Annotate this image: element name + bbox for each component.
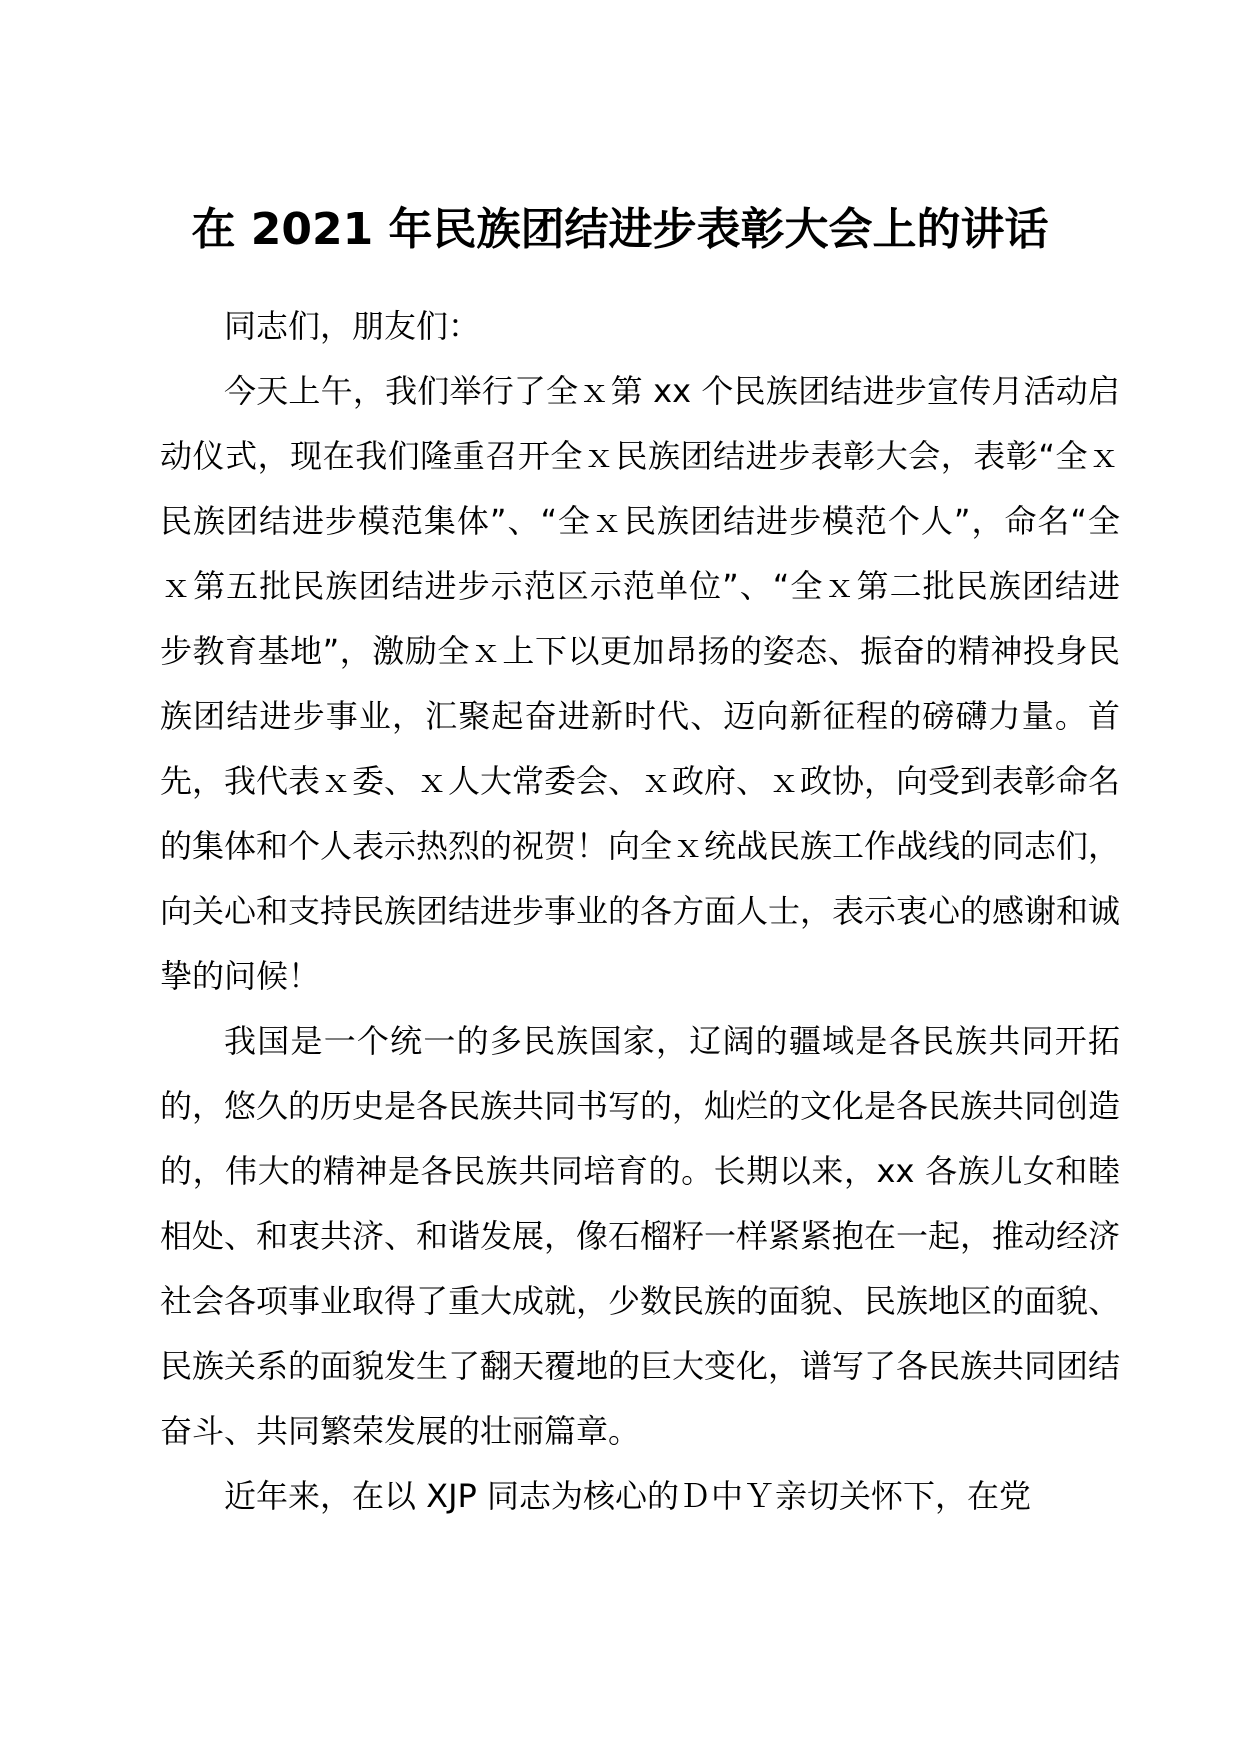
paragraph-history: 我国是一个统一的多民族国家，辽阔的疆域是各民族共同开拓的，悠久的历史是各民族共同书写的，灿烂的文化是各民族共同创造的，伟大的精神是各民族共同培育的。长期以来，xx 各族儿女和睦相处、和衷共济、和谐发展，像石榴籽一样紧紧抱在一起，推动经济社会各项事业取得了重大成就，少数民族的面貌、民族地区的面貌、民族关系的面貌发生了翻天覆地的巨大变化，谱写了各民族共同团结奋斗、共同繁荣发展的壮丽篇章。 [160, 1022, 1121, 1450]
paragraph-greeting: 同志们，朋友们： [224, 307, 481, 345]
paragraph-opening: 今天上午，我们举行了全ｘ第 xx 个民族团结进步宣传月活动启动仪式，现在我们隆重召开全ｘ民族团结进步表彰大会，表彰“全ｘ民族团结进步模范集体”、“全ｘ民族团结进步模范个人”，命名“全ｘ第五批民族团结进步示范区示范单位”、“全ｘ第二批民族团结进步教育基地”，激励全ｘ上下以更加昂扬的姿态、振奋的精神投身民族团结进步事业，汇聚起奋进新时代、迈向新征程的磅礴力量。首先，我代表ｘ委、ｘ人大常委会、ｘ政府、ｘ政协，向受到表彰命名的集体和个人表示热烈的祝贺！向全ｘ统战民族工作战线的同志们，向关心和支持民族团结进步事业的各方面人士，表示衷心的感谢和诚挚的问候！ [160, 372, 1121, 995]
paragraph-recent-years: 近年来，在以 XJP 同志为核心的Ｄ中Ｙ亲切关怀下，在党 [224, 1477, 1032, 1515]
document-body [160, 294, 1120, 1529]
document-title: 在 2021 年民族团结进步表彰大会上的讲话 [191, 204, 1049, 255]
